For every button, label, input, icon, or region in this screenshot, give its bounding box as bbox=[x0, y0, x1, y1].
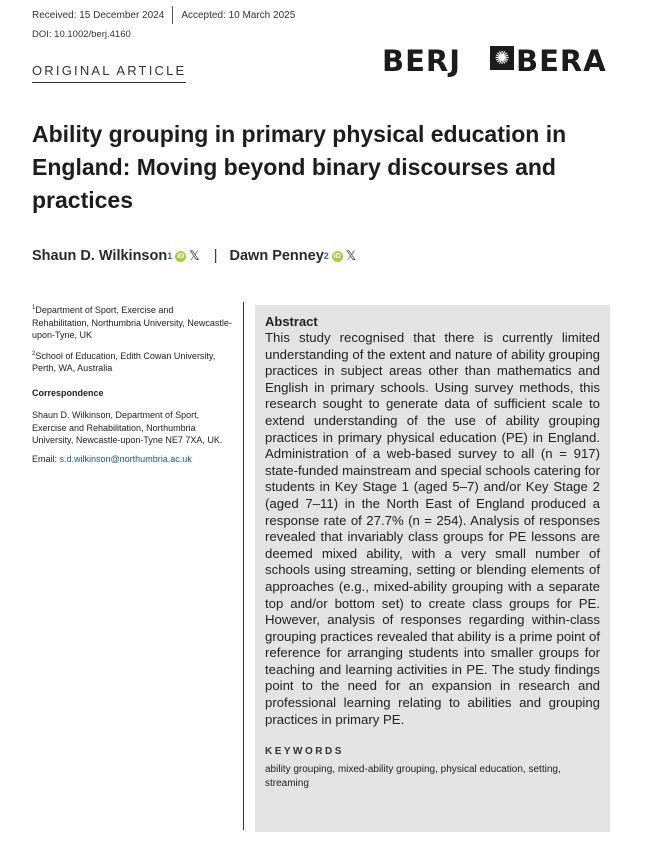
doi[interactable]: DOI: 10.1002/berj.4160 bbox=[32, 29, 131, 40]
bera-gear-icon: ✺ bbox=[490, 46, 514, 70]
email-line: Email: s.d.wilkinson@northumbria.ac.uk bbox=[32, 453, 192, 464]
author-divider: | bbox=[213, 248, 218, 264]
affiliation-marker: 1 bbox=[167, 251, 173, 261]
received-date: Received: 15 December 2024 bbox=[32, 9, 165, 21]
orcid-icon[interactable]: iD bbox=[177, 252, 185, 260]
abstract-box bbox=[255, 305, 610, 832]
x-icon[interactable]: 𝕏 bbox=[189, 248, 200, 263]
author-name[interactable]: Shaun D. Wilkinson bbox=[32, 248, 168, 264]
abstract-text: This study recognised that there is currently limited understanding of the extent and nature of ability grouping practices in subject areas other than mathematics and English in primary schools. Using survey methods, this research sought to generate data of sufficient scale to extend understanding of the use of ability grouping practices in primary physical education (PE) in England. Administration of a web-based survey to all (n = 917) state-funded mainstream and special schools catering for students in Key Stage 1 (aged 5–7) and/or Key Stage 2 (aged 7–11) in the North East of England produced a response rate of 27.7% (n = 254). Analysis of responses revealed that invariably class groups for PE lessons are deemed mixed ability, with a very small number of schools using streaming, setting or blending elements of approaches (e.g., mixed-ability grouping with a separate top and/or bottom set) to create class groups for PE. However, analysis of responses regarding within-class grouping practices revealed that ability is a prime point of reference for arranging students into smaller groups for teaching and learning activities in PE. The study findings point to the need for an expansion in research and professional learning relating to abilities and grouping practices in primary PE. bbox=[265, 330, 600, 727]
article-title: Ability grouping in primary physical education in England: Moving beyond binary discourses and practices bbox=[32, 121, 567, 213]
article-type: ORIGINAL ARTICLE bbox=[32, 63, 186, 83]
column-divider bbox=[243, 302, 244, 830]
publisher-logo: BERA bbox=[516, 44, 607, 78]
affiliation-marker: 2 bbox=[323, 251, 329, 261]
sidebar bbox=[32, 302, 232, 471]
author-list bbox=[32, 248, 356, 264]
keywords-heading: KEYWORDS bbox=[265, 746, 344, 758]
correspondence-text: Shaun D. Wilkinson, Department of Sport, Exercise and Rehabilitation, Northumbria University, Newcastle-upon-Tyne NE7 7XA, UK. bbox=[32, 410, 223, 445]
x-icon[interactable]: 𝕏 bbox=[345, 248, 357, 263]
abstract-heading: Abstract bbox=[265, 314, 318, 329]
correspondence-heading: Correspondence bbox=[32, 387, 104, 398]
affiliation: $^2$School of Education, Edith Cowan University, Perth, WA, Australia bbox=[32, 350, 216, 373]
orcid-icon[interactable]: iD bbox=[333, 252, 341, 260]
affiliation: $^1$Department of Sport, Exercise and Rehabilitation, Northumbria University, Newcastle-upon-Tyne, UK bbox=[32, 305, 232, 340]
email-link[interactable]: s.d.wilkinson@northumbria.ac.uk bbox=[59, 453, 192, 464]
author-name[interactable]: Dawn Penney bbox=[229, 248, 324, 264]
accepted-date: Accepted: 10 March 2025 bbox=[181, 9, 296, 21]
journal-logo: BERJ bbox=[382, 44, 462, 78]
keywords-text: ability grouping, mixed-ability grouping, physical education, setting, streaming bbox=[265, 764, 561, 789]
dates-row bbox=[32, 6, 295, 24]
dates-separator bbox=[172, 6, 173, 24]
